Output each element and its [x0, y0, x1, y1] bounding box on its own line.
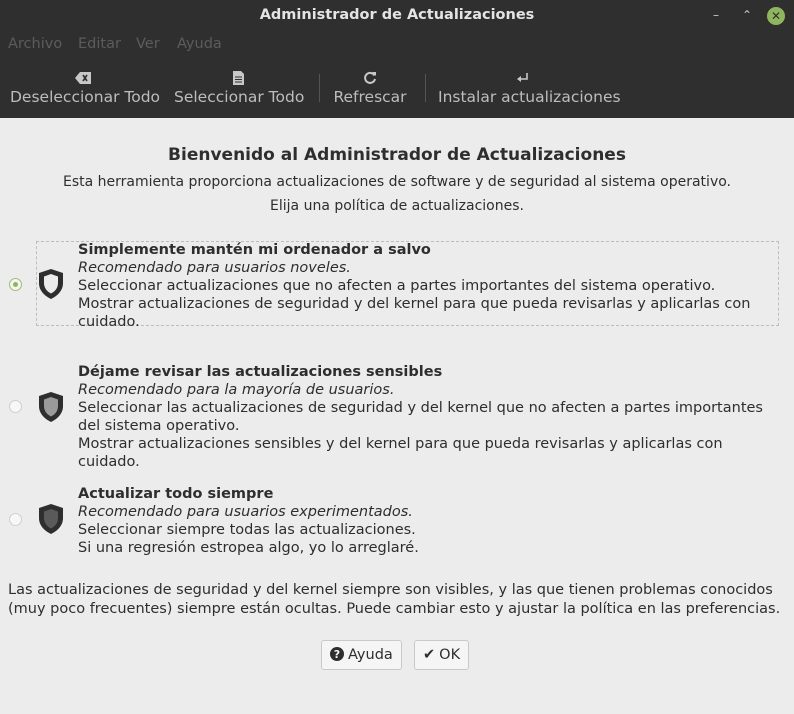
checkmark-icon: ✔ [423, 647, 436, 663]
policy-radio-all[interactable] [9, 513, 22, 526]
select-all-label: Seleccionar Todo [174, 88, 305, 106]
toolbar-separator [425, 74, 426, 102]
toolbar-separator [319, 74, 320, 102]
policy-option-sensitive[interactable] [78, 363, 778, 471]
policy-option-safe[interactable] [78, 241, 778, 331]
option-recommendation: Recomendado para usuarios noveles. [78, 260, 351, 276]
policy-radio-safe[interactable] [9, 278, 22, 291]
option-description: Seleccionar las actualizaciones de seguridad y del kernel que no afecten a partes importantes del sistema operativo. [78, 400, 763, 434]
option-title: Simplemente mantén mi ordenador a salvo [78, 242, 431, 258]
shield-icon [37, 268, 65, 300]
policy-option-all[interactable] [78, 485, 778, 557]
option-title: Déjame revisar las actualizaciones sensibles [78, 364, 443, 380]
option-description: Mostrar actualizaciones de seguridad y del kernel para que pueda revisarlas y aplicarlas con cuidado. [78, 296, 751, 330]
deselect-all-label: Deseleccionar Todo [10, 88, 161, 106]
menu-bar [0, 32, 794, 62]
deselect-all-button[interactable] [10, 62, 161, 118]
title-bar [0, 0, 794, 32]
close-icon[interactable]: ✕ [767, 7, 785, 25]
menu-editar[interactable]: Editar [78, 36, 121, 52]
shield-icon [37, 391, 65, 423]
minimize-icon[interactable]: – [713, 8, 719, 22]
policy-radio-sensitive[interactable] [9, 400, 22, 413]
ok-button[interactable] [414, 640, 469, 670]
help-label: Ayuda [348, 647, 393, 663]
menu-archivo[interactable]: Archivo [8, 36, 63, 52]
welcome-description: Esta herramienta proporciona actualizaciones de software y de seguridad al sistema operativo. [62, 174, 731, 190]
footer-note: Las actualizaciones de seguridad y del kernel siempre son visibles, y las que tienen problemas conocidos (muy poco frecuentes) siempre están ocultas. Puede cambiar esto y ajustar la política en las preferencias. [8, 582, 781, 617]
document-icon [174, 66, 302, 88]
welcome-instruction: Elija una política de actualizaciones. [270, 198, 524, 214]
menu-ver[interactable]: Ver [136, 36, 160, 52]
backspace-icon [10, 66, 156, 88]
ok-label: OK [439, 647, 461, 663]
option-description: Seleccionar actualizaciones que no afecten a partes importantes del sistema operativo. [78, 278, 716, 294]
refresh-label: Refrescar [333, 88, 407, 106]
refresh-button[interactable] [332, 62, 408, 118]
option-description: Si una regresión estropea algo, yo lo arreglaré. [78, 540, 419, 556]
window-title: Administrador de Actualizaciones [259, 7, 535, 23]
main-content [0, 118, 794, 714]
toolbar [0, 62, 794, 118]
question-icon [330, 641, 344, 669]
option-description: Seleccionar siempre todas las actualizaciones. [78, 522, 416, 538]
svg-text:?: ? [333, 648, 341, 661]
option-recommendation: Recomendado para la mayoría de usuarios. [78, 382, 395, 398]
install-updates-label: Instalar actualizaciones [438, 88, 621, 106]
page-title: Bienvenido al Administrador de Actualizaciones [168, 145, 626, 165]
option-description: Mostrar actualizaciones sensibles y del kernel para que pueda revisarlas y aplicarlas con cuidado. [78, 436, 723, 470]
option-title: Actualizar todo siempre [78, 486, 274, 502]
refresh-icon [332, 66, 408, 88]
enter-arrow-icon [438, 66, 608, 88]
option-recommendation: Recomendado para usuarios experimentados. [78, 504, 413, 520]
maximize-icon[interactable]: ⌃ [741, 8, 753, 22]
shield-icon [37, 503, 65, 535]
install-updates-button[interactable] [438, 62, 621, 118]
select-all-button[interactable] [174, 62, 305, 118]
help-button[interactable] [321, 640, 402, 670]
menu-ayuda[interactable]: Ayuda [177, 36, 222, 52]
